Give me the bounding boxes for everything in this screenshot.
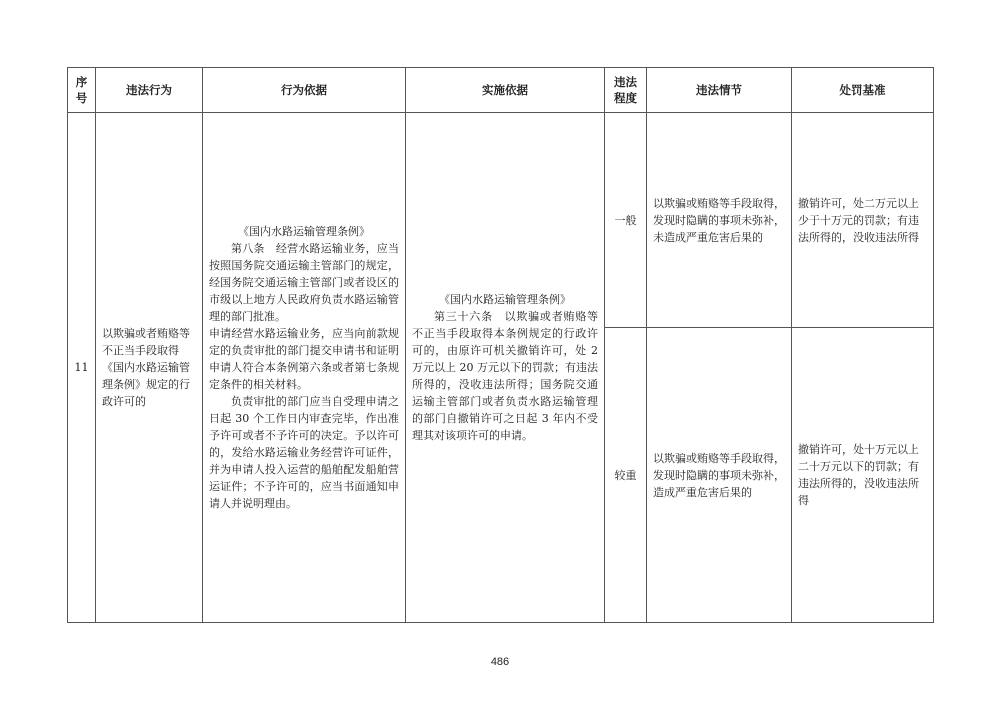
penalty-general: 撤销许可，处二万元以上少于十万元的罚款；有违法所得的，没收违法所得 — [792, 113, 934, 328]
header-act: 违法行为 — [96, 68, 203, 113]
header-degree: 违法程度 — [605, 68, 647, 113]
header-penalty: 处罚基准 — [792, 68, 934, 113]
header-basis: 行为依据 — [203, 68, 406, 113]
table-row — [68, 113, 934, 328]
behavior-basis — [203, 113, 406, 623]
basis-title: 《国内水路运输管理条例》 — [238, 225, 370, 238]
header-impl: 实施依据 — [406, 68, 605, 113]
impl-paragraph-1: 第三十六条 以欺骗或者贿赂等不正当手段取得本条例规定的行政许可的，由原许可机关撤销许可，处 2 万元以上 20 万元以下的罚款；有违法所得的，没收违法所得；国务院交通运输主管部门或者负责水路运输管理的部门自撤销许可之日起 3 年内不受理其对该项许可的申请。 — [412, 310, 598, 442]
degree-general: 一般 — [605, 113, 647, 328]
situation-serious: 以欺骗或贿赂等手段取得，发现时隐瞒的事项未弥补，造成严重危害后果的 — [647, 328, 792, 623]
degree-serious: 较重 — [605, 328, 647, 623]
header-no: 序号 — [68, 68, 96, 113]
implementation-basis — [406, 113, 605, 623]
penalty-serious: 撤销许可，处十万元以上二十万元以下的罚款；有违法所得的，没收违法所得 — [792, 328, 934, 623]
impl-title: 《国内水路运输管理条例》 — [439, 293, 571, 306]
header-situation: 违法情节 — [647, 68, 792, 113]
penalty-standard-table — [67, 67, 934, 623]
page-number: 486 — [490, 656, 510, 668]
basis-paragraph-1: 第八条 经营水路运输业务，应当按照国务院交通运输主管部门的规定，经国务院交通运输主管部门或者设区的市级以上地方人民政府负责水路运输管理的部门批准。 — [209, 242, 399, 323]
violation-act: 以欺骗或者贿赂等不正当手段取得《国内水路运输管理条例》规定的行政许可的 — [96, 113, 203, 623]
row-number: 11 — [68, 113, 96, 623]
situation-general: 以欺骗或贿赂等手段取得，发现时隐瞒的事项未弥补，未造成严重危害后果的 — [647, 113, 792, 328]
header-row — [68, 68, 934, 113]
basis-paragraph-3: 负责审批的部门应当自受理申请之日起 30 个工作日内审查完毕，作出准予许可或者不予许可的决定。予以许可的，发给水路运输业务经营许可证件，并为申请人投入运营的船舶配发船舶营运证件；不予许可的，应当书面通知申请人并说明理由。 — [209, 395, 399, 510]
basis-paragraph-2: 申请经营水路运输业务，应当向前款规定的负责审批的部门提交申请书和证明申请人符合本条例第六条或者第七条规定条件的相关材料。 — [209, 327, 399, 391]
